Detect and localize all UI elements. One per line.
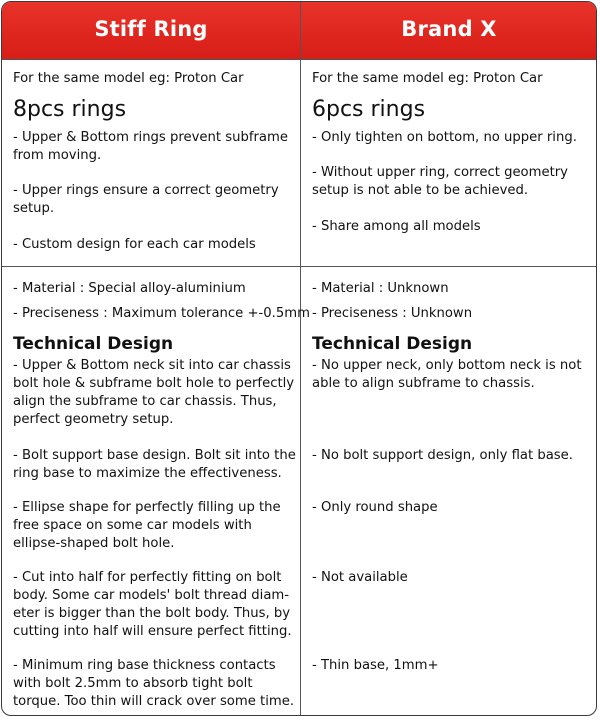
- left-technical-heading: Technical Design: [13, 334, 174, 354]
- left-td-1-line-3: align the subframe to car chassis. Thus,: [13, 394, 277, 409]
- left-point-2-line-2: setup.: [13, 201, 55, 216]
- left-td-4-line-2: body. Some car models' bolt thread diam-: [13, 588, 290, 603]
- right-td-4-line-1: - Not available: [312, 570, 408, 585]
- left-td-1-line-2: bolt hole & subframe bolt hole to perfectly: [13, 376, 295, 391]
- right-point-2-line-2: setup is not able to be achieved.: [312, 183, 529, 198]
- left-preciseness: - Preciseness : Maximum tolerance +-0.5mm: [13, 306, 310, 321]
- right-td-2-line-1: - No bolt support design, only flat base.: [312, 448, 573, 463]
- right-intro: For the same model eg: Proton Car: [312, 71, 543, 86]
- left-ring-count: 8pcs rings: [13, 97, 127, 122]
- left-td-2-line-2: ring base to maximize the effectiveness.: [13, 466, 282, 481]
- table-header: [2, 2, 596, 60]
- header-stiff-ring: Stiff Ring: [94, 17, 208, 41]
- left-td-4-line-3: eter is bigger than the bolt body. Thus, by: [13, 606, 291, 621]
- right-td-5-line-1: - Thin base, 1mm+: [312, 658, 439, 673]
- left-point-1-line-2: from moving.: [13, 148, 102, 163]
- row-divider: [2, 266, 596, 267]
- right-td-3-line-1: - Only round shape: [312, 500, 438, 515]
- left-td-1-line-4: perfect geometry setup.: [13, 412, 174, 427]
- comparison-table: [1, 1, 597, 716]
- left-td-1-line-1: - Upper & Bottom neck sit into car chassis: [13, 358, 291, 373]
- right-preciseness: - Preciseness : Unknown: [312, 306, 473, 321]
- header-brand-x: Brand X: [401, 17, 497, 41]
- left-td-4-line-4: cutting into half will ensure perfect fitting.: [13, 624, 292, 639]
- left-td-3-line-2: free space on some car models with: [13, 518, 252, 533]
- right-point-2-line-1: - Without upper ring, correct geometry: [312, 165, 568, 180]
- right-ring-count: 6pcs rings: [312, 97, 426, 122]
- right-technical-heading: Technical Design: [312, 334, 473, 354]
- left-intro: For the same model eg: Proton Car: [13, 71, 244, 86]
- left-point-3-line-1: - Custom design for each car models: [13, 237, 256, 252]
- left-point-1-line-1: - Upper & Bottom rings prevent subframe: [13, 130, 288, 145]
- right-point-3-line-1: - Share among all models: [312, 219, 481, 234]
- right-td-1-line-2: able to align subframe to chassis.: [312, 376, 535, 391]
- left-td-3-line-1: - Ellipse shape for perfectly filling up the: [13, 500, 281, 515]
- column-divider: [300, 2, 301, 715]
- left-td-5-line-2: with bolt 2.5mm to absorb tight bolt: [13, 676, 253, 691]
- right-td-1-line-1: - No upper neck, only bottom neck is not: [312, 358, 582, 373]
- right-material: - Material : Unknown: [312, 281, 449, 296]
- left-material: - Material : Special alloy-aluminium: [13, 281, 246, 296]
- left-point-2-line-1: - Upper rings ensure a correct geometry: [13, 183, 279, 198]
- left-td-4-line-1: - Cut into half for perfectly fitting on bolt: [13, 570, 282, 585]
- left-td-5-line-1: - Minimum ring base thickness contacts: [13, 658, 276, 673]
- left-td-5-line-3: torque. Too thin will crack over some time.: [13, 694, 295, 709]
- left-td-2-line-1: - Bolt support base design. Bolt sit into the: [13, 448, 296, 463]
- left-td-3-line-3: ellipse-shaped bolt hole.: [13, 536, 175, 551]
- right-point-1-line-1: - Only tighten on bottom, no upper ring.: [312, 130, 577, 145]
